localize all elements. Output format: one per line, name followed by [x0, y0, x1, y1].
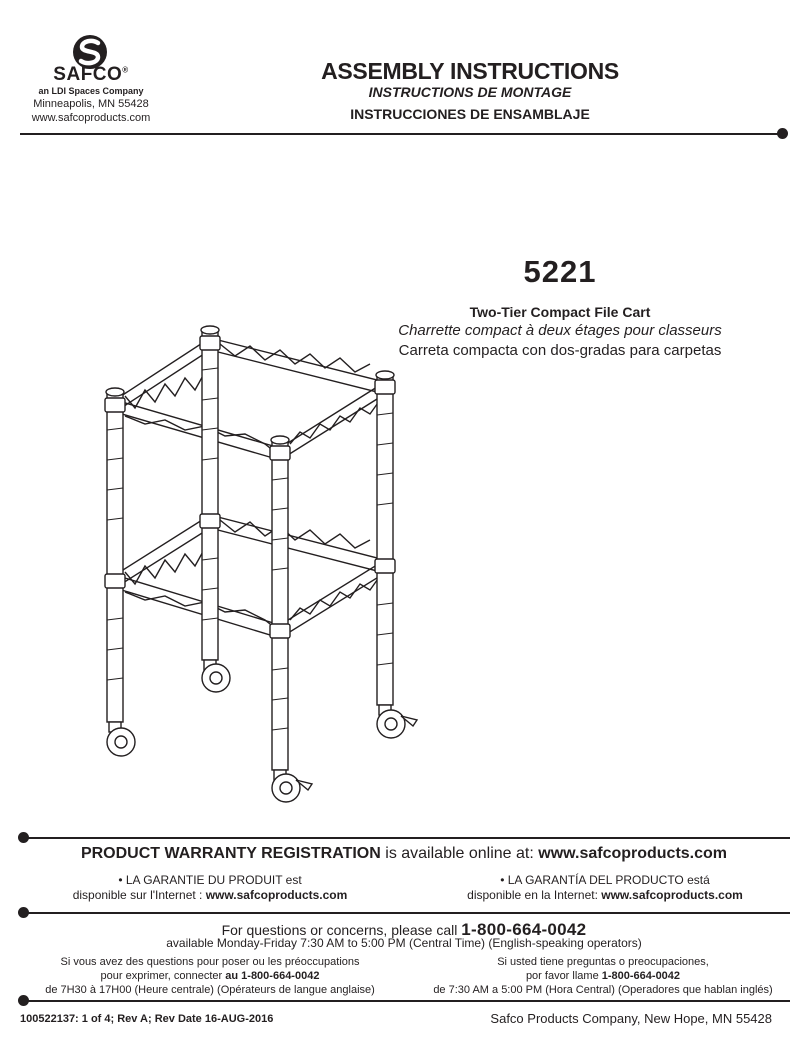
warranty-french: • LA GARANTIE DU PRODUIT est disponible sur l'Internet : www.safcoproducts.com [72, 873, 348, 902]
warranty-spanish: • LA GARANTÍA DEL PRODUCTO está disponible en la Internet: www.safcoproducts.com [467, 873, 743, 902]
contact-phone: 1-800-664-0042 [461, 920, 587, 939]
mid-rule [24, 837, 790, 839]
product-name-english: Two-Tier Compact File Cart [469, 304, 651, 320]
contact-hours: available Monday-Friday 7:30 AM to 5:00 PM (Central Time) (English-speaking operators) [166, 936, 642, 950]
footer-document-info: 100522137: 1 of 4; Rev A; Rev Date 16-AUG-2016 [20, 1013, 274, 1025]
brand-parent: an LDI Spaces Company [38, 86, 144, 96]
title-french: INSTRUCTIONS DE MONTAGE [368, 84, 572, 100]
footer-company: Safco Products Company, New Hope, MN 55428 [490, 1011, 772, 1026]
top-rule [20, 133, 782, 135]
contact-spanish: Si usted tiene preguntas o preocupaciones, por favor llame 1-800-664-0042 de 7:30 AM a 5:00 PM (Hora Central) (Operadores que hablan inglés) [433, 956, 773, 996]
contact-rule [24, 912, 790, 914]
brand-wordmark: SAFCO® [53, 64, 129, 85]
wire-cart-illustration [95, 320, 435, 810]
brand-url: www.safcoproducts.com [31, 112, 151, 124]
model-number: 5221 [523, 254, 597, 289]
title-english: ASSEMBLY INSTRUCTIONS [321, 58, 619, 84]
title-spanish: INSTRUCCIONES DE ENSAMBLAJE [350, 106, 590, 122]
product-name-french: Charrette compact à deux étages pour classeurs [398, 322, 722, 339]
contact-main: For questions or concerns, please call 1-800-664-0042 [221, 920, 587, 939]
bottom-rule [24, 1000, 790, 1002]
brand-city: Minneapolis, MN 55428 [33, 98, 149, 110]
warranty-registration: PRODUCT WARRANTY REGISTRATION is available online at: www.safcoproducts.com [80, 845, 728, 862]
top-rule-dot [777, 128, 788, 139]
product-name-spanish: Carreta compacta con dos-gradas para carpetas [398, 342, 722, 359]
contact-french: Si vous avez des questions pour poser ou les préoccupations pour exprimer, connecter au 1-800-664-0042 de 7H30 à 17H00 (Heure centrale) (Opérateurs de langue anglaise) [45, 956, 375, 996]
